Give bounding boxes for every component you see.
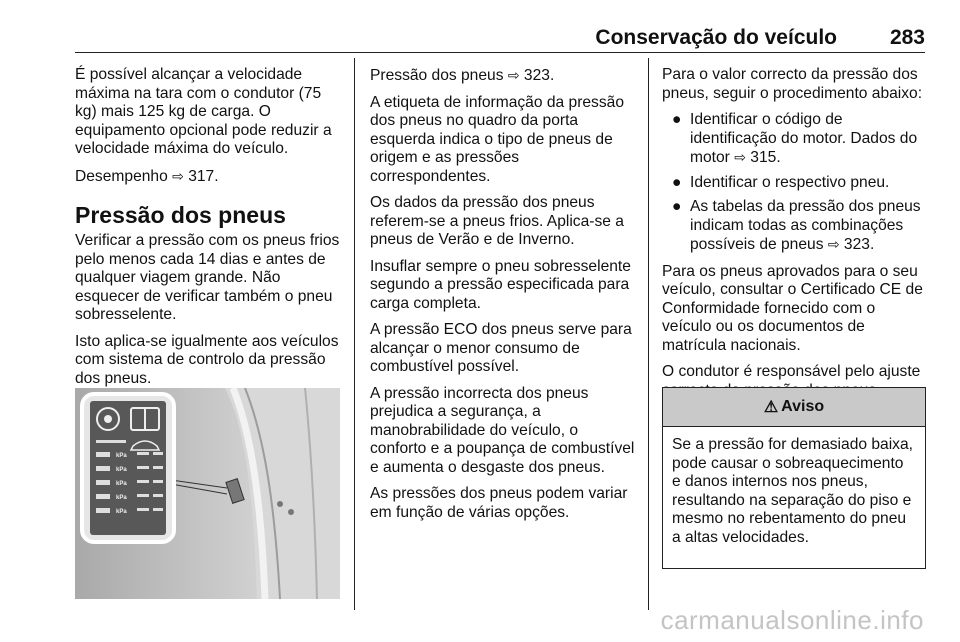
section-heading: Pressão dos pneus <box>75 202 286 228</box>
xref-link[interactable]: 315. <box>750 149 781 166</box>
list-item: ● As tabelas da pressão dos pneus indicam todas as combinações possíveis de pneus ⇨ 323. <box>672 198 921 253</box>
page-header <box>75 20 925 50</box>
paragraph: Insuflar sempre o pneu sobresselente segundo a pressão especificada para carga completa. <box>370 257 631 312</box>
paragraph: Para o valor correcto da pressão dos pneus, seguir o procedimento abaixo: <box>662 66 923 102</box>
xref-arrow-icon: ⇨ <box>507 67 520 83</box>
figure-kpa-label: kPa <box>116 453 127 459</box>
paragraph-xref <box>370 66 636 86</box>
figure-kpa-label: kPa <box>116 481 127 487</box>
paragraph: O condutor é responsável pelo ajuste <box>662 363 921 380</box>
warning-box <box>662 387 926 569</box>
warning-body: Se a pressão for demasiado baixa, pode causar o sobreaquecimento e danos internos nos pneus, resultando na separação do piso e mesmo no rebentamento do pneu a altas velocidades. <box>672 436 913 546</box>
bullet-icon: ● <box>672 198 682 215</box>
xref-arrow-icon: ⇨ <box>172 167 184 184</box>
paragraph: Verificar a pressão com os pneus frios pelo menos cada 14 dias e antes de qualquer viagem grande. Não esquecer de verificar também o pneu sobresselente. <box>75 232 340 323</box>
tire-pressure-label-figure <box>75 388 340 599</box>
warning-title: Aviso <box>781 398 825 415</box>
page-number: 283 <box>889 26 925 49</box>
warning-header <box>663 388 925 427</box>
header-title: Conservação do veículo <box>595 26 837 49</box>
paragraph-xref <box>75 167 341 187</box>
column-1 <box>75 66 341 396</box>
warning-triangle-icon: ⚠ <box>763 399 779 416</box>
list-item: ● Identificar o respectivo pneu. <box>672 173 890 191</box>
paragraph: Para os pneus aprovados para o seu veículo, consultar o Certificado CE de Conformidade fornecido com o veículo ou os documentos de matrícula nacionais. <box>662 262 923 354</box>
paragraph: A etiqueta de informação da pressão dos pneus no quadro da porta esquerda indica o tipo de pneus de origem e as pressões correspondentes. <box>370 93 624 185</box>
figure-kpa-label: kPa <box>116 495 127 501</box>
xref-link[interactable]: 317. <box>188 167 219 185</box>
column-divider <box>648 58 649 610</box>
figure-kpa-label: kPa <box>116 509 127 515</box>
xref-text: Pressão dos pneus <box>370 67 504 84</box>
paragraph: Os dados da pressão dos pneus referem-se a pneus frios. Aplica-se a pneus de Verão e de Inverno. <box>370 194 624 248</box>
door-frame-illustration <box>75 388 340 599</box>
figure-kpa-label: kPa <box>116 467 127 473</box>
column-2 <box>370 66 636 530</box>
paragraph: A pressão incorrecta dos pneus prejudica a segurança, a manobrabilidade do veículo, o conforto e a poupança de combustível e aumenta o desgaste dos pneus. <box>370 384 635 476</box>
xref-arrow-icon: ⇨ <box>827 236 840 252</box>
xref-link[interactable]: 323. <box>523 67 555 84</box>
paragraph: A pressão ECO dos pneus serve para alcançar o menor consumo de combustível possível. <box>370 321 632 375</box>
watermark: carmanualsonline.info <box>660 605 924 635</box>
bullet-icon: ● <box>672 173 682 191</box>
paragraph: As pressões dos pneus podem variar em função de várias opções. <box>370 485 628 521</box>
paragraph: É possível alcançar a velocidade máxima na tara com o condutor (75 kg) mais 125 kg de carga. O equipamento opcional pode reduzir a velocidade máxima do veículo. <box>75 66 332 157</box>
bullet-icon: ● <box>672 111 682 128</box>
xref-link[interactable]: 323. <box>843 236 875 253</box>
xref-arrow-icon: ⇨ <box>734 149 746 165</box>
xref-text: Desempenho <box>75 167 168 185</box>
column-divider <box>354 58 355 610</box>
header-rule <box>75 52 925 53</box>
list-item: ● Identificar o código de identificação do motor. Dados do motor ⇨ 315. <box>672 111 918 166</box>
procedure-list <box>662 111 928 255</box>
column-3 <box>662 66 928 408</box>
paragraph: Isto aplica-se igualmente aos veículos com sistema de controlo da pressão dos pneus. <box>75 332 339 387</box>
